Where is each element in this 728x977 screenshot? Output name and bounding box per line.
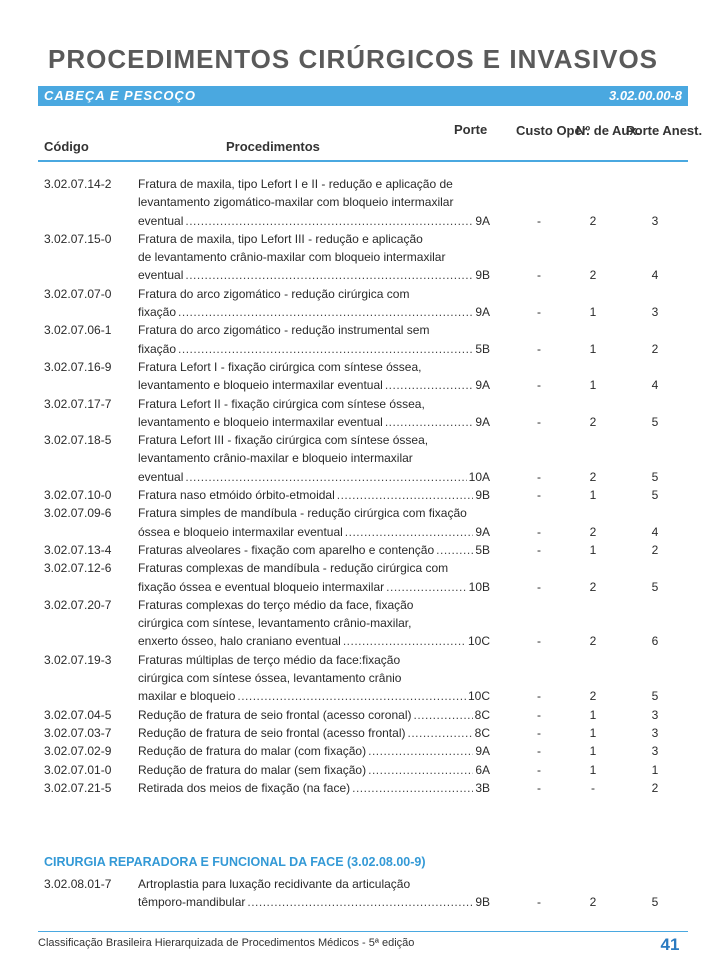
procedure-line: Redução de fratura de seio frontal (acesso coronal) — [138, 707, 412, 722]
procedure-line: Artroplastia para luxação recidivante da articulação — [138, 877, 411, 891]
porte-anest-value: 3 — [651, 744, 659, 759]
table-row — [44, 779, 688, 797]
porte-anest-value: 5 — [651, 488, 659, 503]
procedure-line: levantamento zigomático-maxilar com bloqueio intermaxilar — [138, 195, 454, 210]
procedure-description — [138, 875, 490, 912]
procedure-line: Fratura de maxila, tipo Lefort I e II - redução e aplicação de — [138, 177, 453, 191]
dot-leader — [178, 303, 473, 321]
table-row — [44, 761, 688, 779]
custo-oper-value: - — [537, 634, 541, 649]
dot-leader — [185, 266, 473, 284]
header-porte-anest: Porte Anest. — [626, 123, 703, 138]
porte-anest-value: 4 — [651, 268, 659, 283]
header-divider — [38, 160, 688, 162]
num-aux-value: 2 — [589, 524, 597, 539]
procedure-code: 3.02.07.06-1 — [44, 323, 112, 338]
procedure-porte: 10B — [468, 579, 490, 594]
procedure-description — [138, 541, 490, 559]
procedure-code: 3.02.08.01-7 — [44, 877, 112, 891]
procedure-line: fixação óssea e eventual bloqueio intermaxilar — [138, 579, 385, 594]
porte-anest-value: 2 — [651, 542, 659, 557]
table-row — [44, 395, 688, 432]
procedure-list — [44, 175, 688, 797]
header-porte: Porte — [454, 122, 488, 137]
custo-oper-value: - — [537, 305, 541, 320]
procedure-description — [138, 175, 490, 230]
custo-oper-value: - — [537, 341, 541, 356]
porte-anest-value: 3 — [651, 213, 659, 228]
procedure-line: eventual — [138, 469, 184, 484]
procedure-porte: 8C — [474, 725, 490, 740]
procedure-code: 3.02.07.12-6 — [44, 561, 112, 576]
procedure-porte: 9A — [475, 414, 490, 429]
num-aux-value: 2 — [589, 895, 597, 910]
table-row — [44, 486, 688, 504]
procedure-code: 3.02.07.14-2 — [44, 177, 112, 191]
procedure-line: Redução de fratura do malar (com fixação) — [138, 744, 367, 759]
num-aux-value: 1 — [589, 305, 597, 320]
table-header — [38, 120, 703, 156]
procedure-line: levantamento e bloqueio intermaxilar eventual — [138, 414, 383, 429]
procedure-line: Fratura Lefort II - fixação cirúrgica com síntese óssea, — [138, 396, 425, 411]
page-number: 41 — [660, 935, 680, 954]
custo-oper-value: - — [537, 378, 541, 393]
num-aux-value: 2 — [589, 213, 597, 228]
num-aux-value: 1 — [589, 762, 597, 777]
procedure-code: 3.02.07.17-7 — [44, 396, 112, 411]
dot-leader — [345, 523, 474, 541]
procedure-line: fixação — [138, 305, 177, 320]
dot-leader — [185, 468, 466, 486]
custo-oper-value: - — [537, 762, 541, 777]
procedure-code: 3.02.07.01-0 — [44, 762, 112, 777]
num-aux-value: 2 — [589, 689, 597, 704]
procedure-description — [138, 395, 490, 432]
procedure-description — [138, 596, 490, 651]
num-aux-value: 2 — [589, 579, 597, 594]
num-aux-value: 1 — [589, 341, 597, 356]
procedure-description — [138, 651, 490, 706]
porte-anest-value: 5 — [651, 469, 659, 484]
dot-leader — [237, 687, 466, 705]
procedure-description — [138, 559, 490, 596]
procedure-line: Fraturas complexas de mandíbula - redução cirúrgica com — [138, 561, 449, 576]
num-aux-value: 1 — [589, 744, 597, 759]
procedure-line: Fratura do arco zigomático - redução instrumental sem — [138, 323, 430, 338]
subsection-title: CIRURGIA REPARADORA E FUNCIONAL DA FACE (3.02.08.00-9) — [44, 855, 426, 869]
table-row — [44, 175, 688, 230]
dot-leader — [414, 706, 473, 724]
section-bar — [38, 86, 688, 106]
custo-oper-value: - — [537, 744, 541, 759]
porte-anest-value: 3 — [651, 305, 659, 320]
procedure-description — [138, 285, 490, 322]
custo-oper-value: - — [537, 213, 541, 228]
subsection-procedure-list — [44, 875, 688, 912]
table-row — [44, 431, 688, 486]
procedure-porte: 9B — [475, 488, 490, 503]
dot-leader — [337, 486, 474, 504]
custo-oper-value: - — [537, 488, 541, 503]
procedure-line: Fraturas alveolares - fixação com aparelho e contenção — [138, 542, 435, 557]
procedure-porte: 3B — [475, 780, 490, 795]
procedure-line: Fratura Lefort I - fixação cirúrgica com síntese óssea, — [138, 359, 422, 374]
custo-oper-value: - — [537, 524, 541, 539]
dot-leader — [386, 578, 466, 596]
num-aux-value: 1 — [589, 725, 597, 740]
porte-anest-value: 3 — [651, 707, 659, 722]
custo-oper-value: - — [537, 414, 541, 429]
table-row — [44, 358, 688, 395]
dot-leader — [436, 541, 473, 559]
procedure-line: enxerto ósseo, halo craniano eventual — [138, 634, 341, 649]
procedure-porte: 9B — [475, 268, 490, 283]
procedure-porte: 5B — [475, 542, 490, 557]
procedure-line: eventual — [138, 213, 184, 228]
procedure-line: eventual — [138, 268, 184, 283]
procedure-porte: 9A — [475, 524, 490, 539]
procedure-porte: 9A — [475, 378, 490, 393]
procedure-code: 3.02.07.02-9 — [44, 744, 112, 759]
dot-leader — [407, 724, 472, 742]
procedure-porte: 9A — [475, 744, 490, 759]
procedure-description — [138, 761, 490, 779]
section-code: 3.02.00.00-8 — [608, 88, 682, 103]
procedure-porte: 10C — [467, 689, 490, 704]
procedure-code: 3.02.07.04-5 — [44, 707, 112, 722]
procedure-line: cirúrgica com síntese, levantamento crânio-maxilar, — [138, 616, 412, 631]
porte-anest-value: 5 — [651, 895, 659, 910]
procedure-description — [138, 742, 490, 760]
num-aux-value: 2 — [589, 414, 597, 429]
procedure-line: cirúrgica com síntese óssea, levantamento crânio — [138, 671, 402, 686]
procedure-description — [138, 358, 490, 395]
procedure-code: 3.02.07.03-7 — [44, 725, 112, 740]
procedure-line: Retirada dos meios de fixação (na face) — [138, 780, 351, 795]
footer-divider — [38, 931, 688, 932]
table-row — [44, 230, 688, 285]
procedure-description — [138, 504, 490, 541]
custo-oper-value: - — [537, 268, 541, 283]
procedure-code: 3.02.07.18-5 — [44, 433, 112, 448]
procedure-code: 3.02.07.19-3 — [44, 652, 112, 667]
custo-oper-value: - — [537, 689, 541, 704]
procedure-porte: 9A — [475, 213, 490, 228]
procedure-description — [138, 230, 490, 285]
porte-anest-value: 5 — [651, 414, 659, 429]
procedure-porte: 5B — [475, 341, 490, 356]
porte-anest-value: 5 — [651, 689, 659, 704]
num-aux-value: - — [591, 780, 595, 795]
dot-leader — [247, 893, 473, 911]
custo-oper-value: - — [537, 542, 541, 557]
procedure-code: 3.02.07.15-0 — [44, 231, 112, 246]
table-row — [44, 651, 688, 706]
custo-oper-value: - — [537, 895, 541, 910]
procedure-line: fixação — [138, 341, 177, 356]
table-row — [44, 321, 688, 358]
procedure-porte: 9A — [475, 305, 490, 320]
num-aux-value: 1 — [589, 488, 597, 503]
procedure-description — [138, 706, 490, 724]
table-row — [44, 724, 688, 742]
porte-anest-value: 4 — [651, 378, 659, 393]
procedure-description — [138, 486, 490, 504]
procedure-line: Fratura de maxila, tipo Lefort III - redução e aplicação — [138, 231, 423, 246]
procedure-line: Fratura Lefort III - fixação cirúrgica com síntese óssea, — [138, 433, 429, 448]
procedure-description — [138, 431, 490, 486]
procedure-line: levantamento crânio-maxilar e bloqueio intermaxilar — [138, 451, 413, 466]
procedure-line: óssea e bloqueio intermaxilar eventual — [138, 524, 343, 539]
procedure-code: 3.02.07.16-9 — [44, 359, 112, 374]
procedure-porte: 10C — [467, 634, 490, 649]
num-aux-value: 1 — [589, 542, 597, 557]
table-row — [44, 541, 688, 559]
procedure-porte: 9B — [475, 895, 490, 910]
procedure-code: 3.02.07.09-6 — [44, 506, 112, 521]
dot-leader — [185, 212, 473, 230]
procedure-line: de levantamento crânio-maxilar com bloqueio intermaxilar — [138, 250, 446, 265]
procedure-code: 3.02.07.13-4 — [44, 542, 112, 557]
procedure-code: 3.02.07.07-0 — [44, 286, 112, 301]
header-custo-oper: Custo Oper. — [516, 123, 590, 138]
procedure-line: levantamento e bloqueio intermaxilar eventual — [138, 378, 383, 393]
procedure-line: têmporo-mandibular — [138, 895, 246, 910]
section-title: CABEÇA E PESCOÇO — [44, 88, 197, 103]
procedure-porte: 10A — [468, 469, 490, 484]
dot-leader — [343, 632, 466, 650]
header-num-aux: Nº de Aux. — [576, 123, 641, 138]
table-row — [44, 596, 688, 651]
dot-leader — [368, 761, 473, 779]
porte-anest-value: 2 — [651, 341, 659, 356]
table-row — [44, 285, 688, 322]
procedure-line: Fraturas múltiplas de terço médio da face:fixação — [138, 652, 401, 667]
header-procedimentos: Procedimentos — [226, 139, 320, 154]
porte-anest-value: 4 — [651, 524, 659, 539]
dot-leader — [368, 742, 473, 760]
procedure-description — [138, 779, 490, 797]
table-row — [44, 559, 688, 596]
procedure-line: Fraturas complexas do terço médio da face, fixação — [138, 597, 414, 612]
custo-oper-value: - — [537, 469, 541, 484]
num-aux-value: 1 — [589, 707, 597, 722]
dot-leader — [352, 779, 473, 797]
procedure-line: Redução de fratura de seio frontal (acesso frontal) — [138, 725, 406, 740]
table-row — [44, 504, 688, 541]
procedure-code: 3.02.07.20-7 — [44, 597, 112, 612]
procedure-code: 3.02.07.10-0 — [44, 488, 112, 503]
num-aux-value: 2 — [589, 634, 597, 649]
porte-anest-value: 5 — [651, 579, 659, 594]
custo-oper-value: - — [537, 725, 541, 740]
dot-leader — [385, 413, 473, 431]
page-title: PROCEDIMENTOS CIRÚRGICOS E INVASIVOS — [48, 44, 659, 74]
procedure-description — [138, 724, 490, 742]
procedure-line: Redução de fratura do malar (sem fixação) — [138, 762, 367, 777]
num-aux-value: 2 — [589, 268, 597, 283]
num-aux-value: 2 — [589, 469, 597, 484]
dot-leader — [178, 340, 473, 358]
procedure-description — [138, 321, 490, 358]
procedure-line: maxilar e bloqueio — [138, 689, 236, 704]
table-row — [44, 706, 688, 724]
num-aux-value: 1 — [589, 378, 597, 393]
custo-oper-value: - — [537, 579, 541, 594]
procedure-line: Fratura naso etmóido órbito-etmoidal — [138, 488, 335, 503]
porte-anest-value: 2 — [651, 780, 659, 795]
custo-oper-value: - — [537, 707, 541, 722]
procedure-porte: 8C — [474, 707, 490, 722]
procedure-code: 3.02.07.21-5 — [44, 780, 112, 795]
porte-anest-value: 1 — [651, 762, 659, 777]
procedure-line: Fratura do arco zigomático - redução cirúrgica com — [138, 286, 410, 301]
procedure-porte: 6A — [475, 762, 490, 777]
table-row — [44, 875, 688, 912]
table-row — [44, 742, 688, 760]
procedure-line: Fratura simples de mandíbula - redução cirúrgica com fixação — [138, 506, 467, 521]
custo-oper-value: - — [537, 780, 541, 795]
footer-text: Classificação Brasileira Hierarquizada de Procedimentos Médicos - 5ª edição — [38, 937, 415, 949]
porte-anest-value: 6 — [651, 634, 659, 649]
porte-anest-value: 3 — [651, 725, 659, 740]
dot-leader — [385, 376, 473, 394]
header-codigo: Código — [44, 139, 89, 154]
